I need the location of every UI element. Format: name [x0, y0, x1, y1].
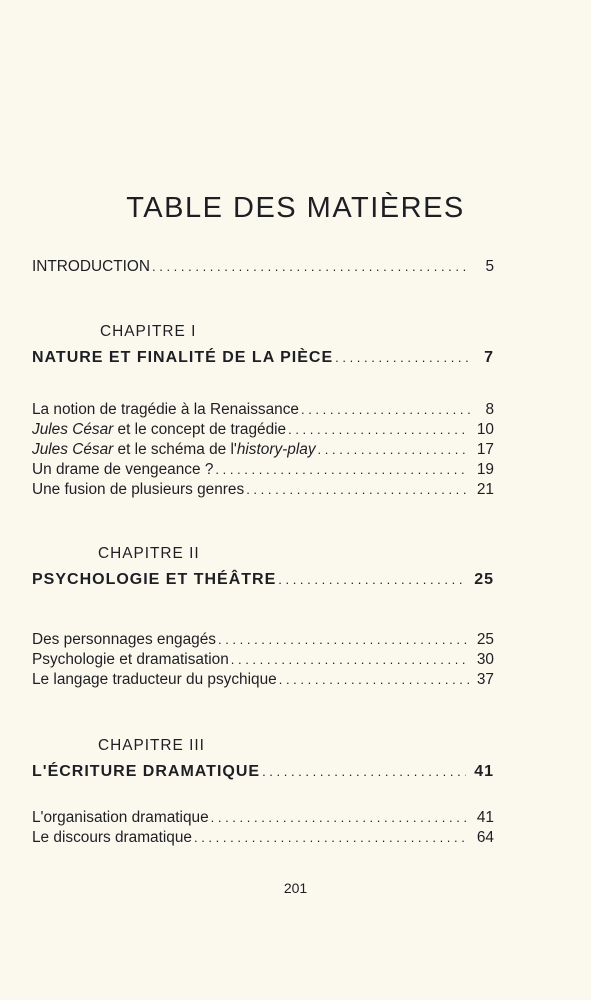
toc-page-number: 21 — [476, 481, 494, 498]
toc-entry-label: Psychologie et dramatisation — [32, 651, 229, 668]
chapter-heading-label: L'ÉCRITURE DRAMATIQUE — [32, 763, 261, 780]
toc-entry — [32, 650, 494, 670]
toc-entry — [32, 630, 494, 650]
leader-dots — [152, 257, 470, 277]
leader-dots — [318, 440, 469, 460]
toc-entry-label: Des personnages engagés — [32, 631, 216, 648]
leader-dots — [218, 630, 469, 650]
leader-dots — [231, 650, 469, 670]
toc-entry-label: Le langage traducteur du psychique — [32, 671, 277, 688]
chapter-label: CHAPITRE II — [98, 545, 200, 562]
toc-entry-label: Une fusion de plusieurs genres — [32, 481, 245, 498]
toc-page-number: 41 — [476, 809, 494, 826]
toc-entry — [32, 808, 494, 828]
toc-entry-label: INTRODUCTION — [32, 258, 150, 275]
toc-page-number: 41 — [474, 763, 494, 780]
toc-page-number: 25 — [476, 631, 494, 648]
toc-page-number: 30 — [476, 651, 494, 668]
toc-entry-label: Le discours dramatique — [32, 829, 192, 846]
chapter-heading-label: NATURE ET FINALITÉ DE LA PIÈCE — [32, 349, 334, 366]
toc-entry-introduction — [32, 257, 494, 277]
toc-entry-label: L'organisation dramatique — [32, 809, 209, 826]
chapter-label: CHAPITRE I — [100, 323, 197, 340]
toc-entry-label — [32, 420, 286, 440]
toc-page-number: 5 — [485, 258, 494, 275]
toc-entry — [32, 460, 494, 480]
chapter-heading — [32, 762, 494, 782]
toc-entry-text: et le concept de tragédie — [113, 421, 287, 438]
toc-entry — [32, 480, 494, 500]
leader-dots — [246, 480, 469, 500]
leader-dots — [215, 460, 468, 480]
italic-term: history-play — [236, 441, 316, 458]
toc-entry — [32, 440, 494, 460]
toc-page-number: 19 — [476, 461, 494, 478]
leader-dots — [278, 570, 466, 590]
toc-entry — [32, 670, 494, 690]
toc-entry-label: La notion de tragédie à la Renaissance — [32, 401, 299, 418]
chapter-label: CHAPITRE III — [98, 737, 205, 754]
page-title: TABLE DES MATIÈRES — [126, 192, 465, 224]
toc-page-number: 25 — [474, 571, 494, 588]
toc-page-number: 64 — [476, 829, 494, 846]
leader-dots — [301, 400, 470, 420]
toc-entry-label: Un drame de vengeance ? — [32, 461, 214, 478]
toc-entry — [32, 400, 494, 420]
leader-dots — [335, 348, 470, 368]
italic-title: Jules César — [32, 441, 114, 458]
leader-dots — [262, 762, 466, 782]
chapter-heading — [32, 348, 494, 368]
page-number-footer: 201 — [283, 880, 308, 896]
toc-page-number: 10 — [476, 421, 494, 438]
toc-entry-label — [32, 440, 316, 460]
toc-entry — [32, 828, 494, 848]
leader-dots — [288, 420, 469, 440]
toc-entry — [32, 420, 494, 440]
leader-dots — [279, 670, 469, 690]
toc-page-number: 7 — [484, 349, 494, 366]
toc-page-number: 37 — [476, 671, 494, 688]
toc-page-number: 8 — [485, 401, 494, 418]
chapter-heading-label: PSYCHOLOGIE ET THÉÂTRE — [32, 571, 277, 588]
chapter-heading — [32, 570, 494, 590]
toc-page-number: 17 — [476, 441, 494, 458]
italic-title: Jules César — [32, 421, 114, 438]
toc-entry-text: et le schéma de l' — [113, 441, 237, 458]
leader-dots — [211, 808, 469, 828]
leader-dots — [194, 828, 469, 848]
